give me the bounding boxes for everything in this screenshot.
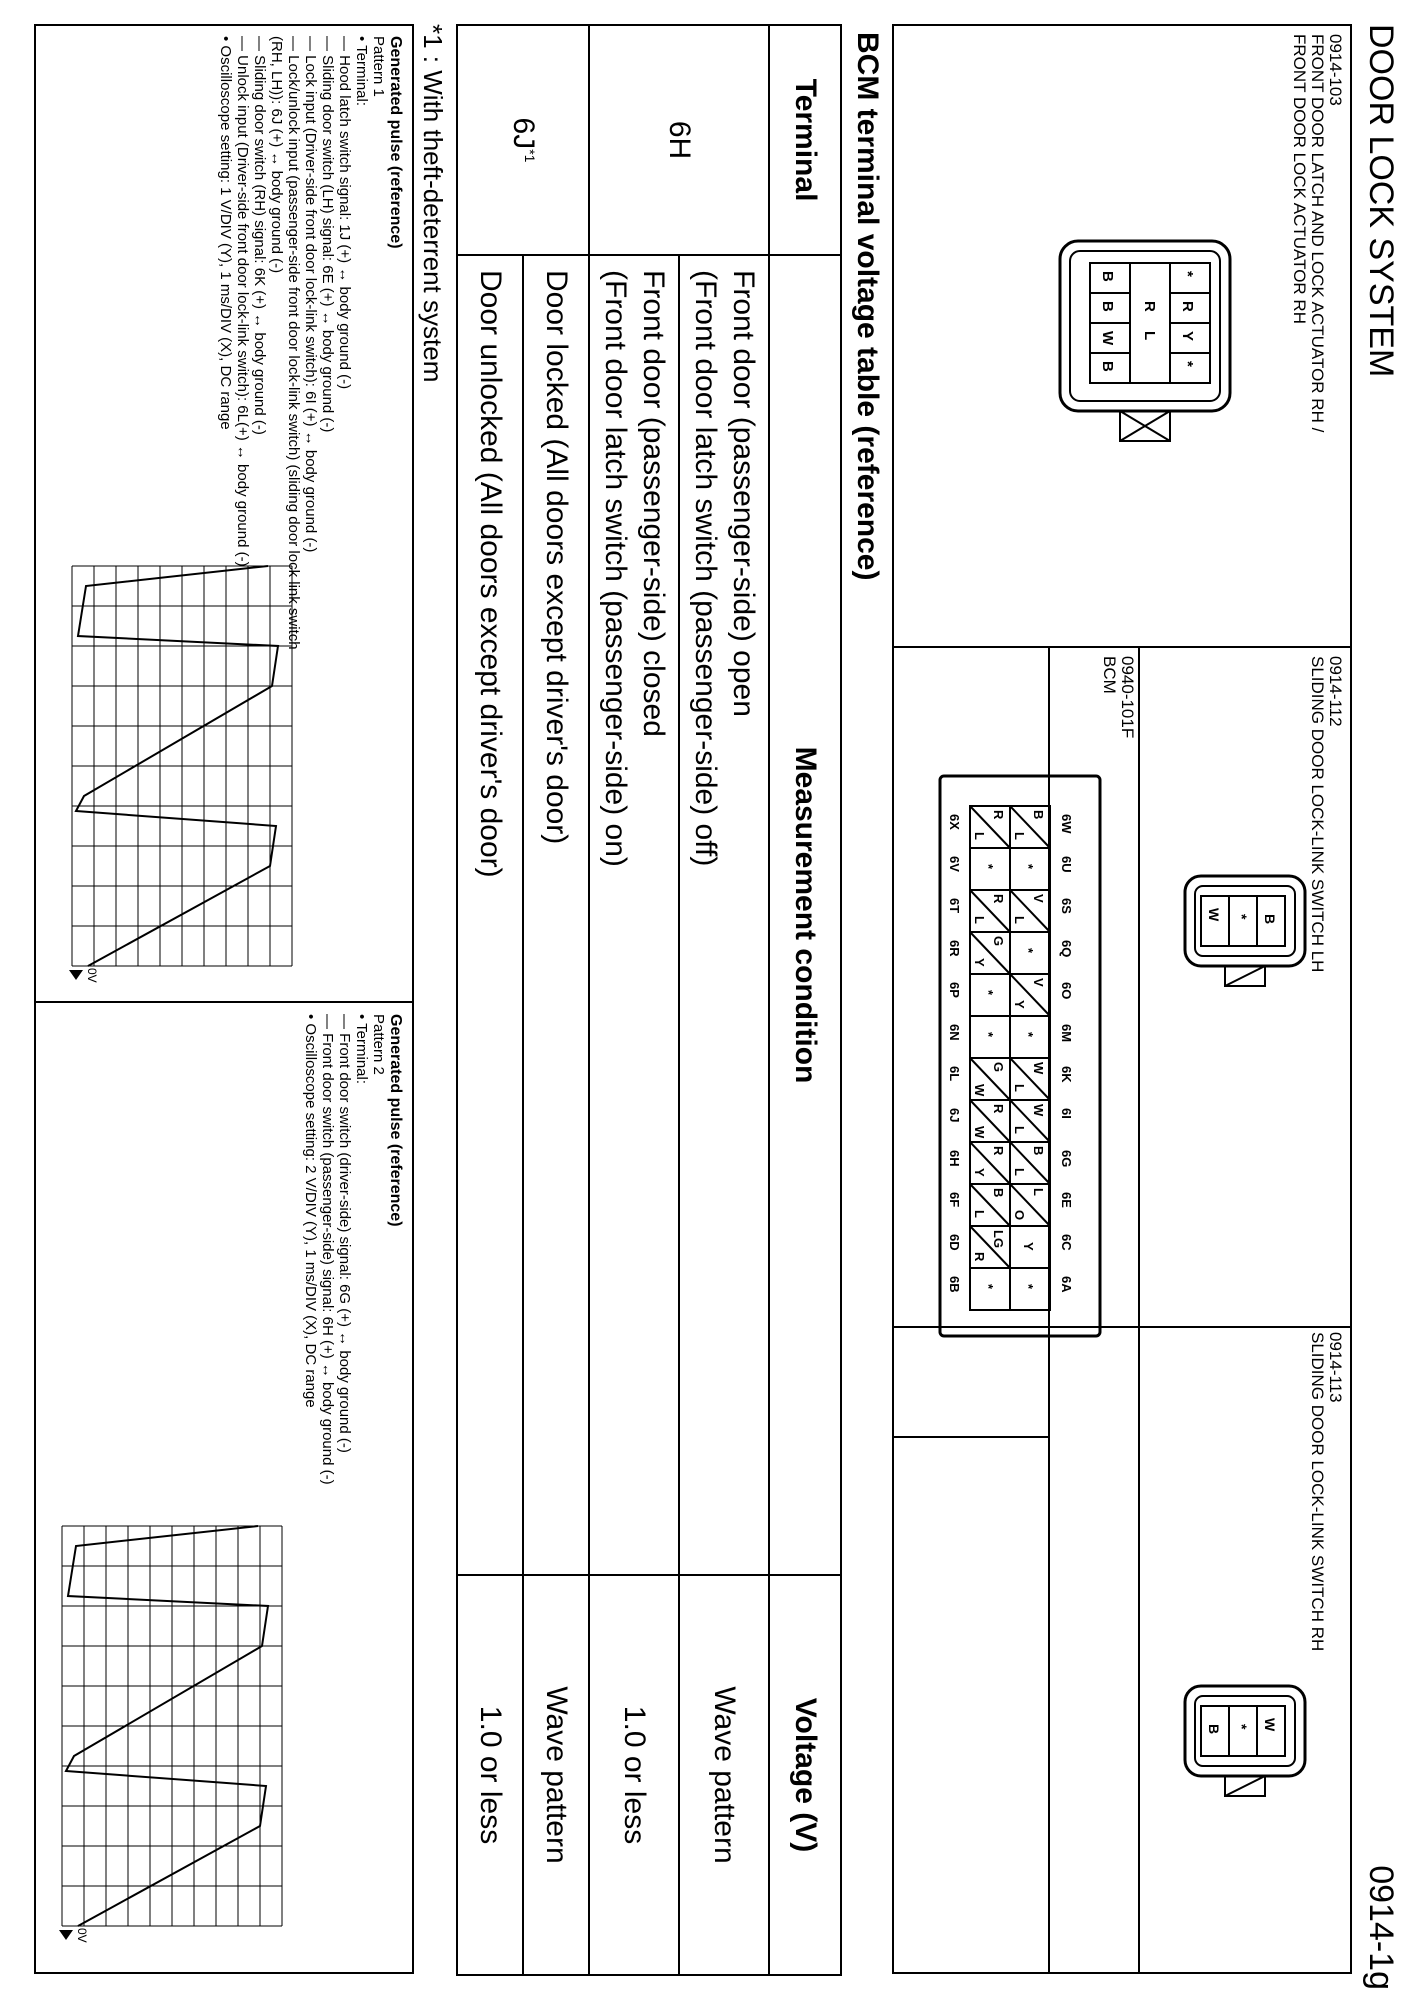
- bcm-pin-label: W: [972, 1126, 987, 1139]
- bcm-pin-number: 6N: [947, 1024, 962, 1041]
- bcm-pin-label: L: [1012, 1126, 1027, 1134]
- divider: [1138, 646, 1140, 1972]
- condition-line: (Front door latch switch (passenger-side) off): [689, 270, 722, 867]
- connector-label-0914-103: [1290, 34, 1344, 432]
- condition-cell: [589, 255, 679, 1575]
- pin-label: B: [1099, 301, 1116, 312]
- condition-line: Front door (passenger-side) closed: [637, 270, 670, 737]
- bcm-pin-label: V: [1031, 978, 1046, 987]
- pulse-title: Generated pulse (reference): [387, 1014, 404, 1227]
- bcm-pin-label: L: [972, 916, 987, 924]
- pulse-line: — Sliding door switch (RH) signal: 6K (+) ↔ body ground (-): [251, 36, 268, 435]
- bcm-pin-label: *: [1021, 864, 1036, 870]
- bcm-pin-label: B: [991, 1188, 1006, 1198]
- terminal-cell: [457, 25, 589, 255]
- bcm-pin-label: O: [1012, 1210, 1027, 1221]
- voltage-cell: Wave pattern: [679, 1575, 769, 1975]
- bcm-pin-number: 6K: [1059, 1066, 1074, 1083]
- bcm-pin-number: 6D: [947, 1234, 962, 1251]
- bcm-pin-number: 6E: [1059, 1192, 1074, 1208]
- divider: [894, 1436, 1050, 1438]
- bcm-pin-number: 6A: [1059, 1276, 1074, 1293]
- generated-pulse-section: [34, 24, 414, 1974]
- connector-bcm-diagram: [900, 766, 1130, 1366]
- bcm-pin-number: 6R: [947, 940, 962, 957]
- bcm-pin-label: L: [1031, 1188, 1046, 1196]
- bcm-pin-label: *: [1021, 1284, 1036, 1290]
- bcm-pin-label: *: [981, 990, 996, 996]
- zero-volt-label: 0V: [75, 1928, 89, 1943]
- pulse-pattern: Pattern 1: [370, 36, 387, 97]
- connector-0914-113-diagram: [1155, 1666, 1315, 1806]
- pin-label: W: [1262, 1718, 1278, 1732]
- bcm-pin-number: 6Q: [1059, 940, 1074, 958]
- table-header-row: [769, 25, 841, 1975]
- bcm-pin-number: 6G: [1059, 1150, 1074, 1168]
- pin-star: *: [1179, 271, 1196, 277]
- bcm-pin-number: 6M: [1059, 1024, 1074, 1043]
- connector-0914-103-diagram: [990, 231, 1240, 461]
- pulse-line: • Oscilloscope setting: 2 V/DIV (Y), 1 ms/DIV (X), DC range: [302, 1014, 319, 1408]
- zero-arrow-icon: [69, 970, 83, 980]
- bcm-pin-number: 6J: [947, 1108, 962, 1123]
- pin-label: W: [1206, 908, 1222, 922]
- connector-frame: [892, 24, 1352, 1974]
- bcm-pin-label: *: [1021, 948, 1036, 954]
- bcm-pin-label: *: [981, 864, 996, 870]
- bcm-pin-number: 6P: [947, 982, 962, 998]
- bcm-pin-number: 6U: [1059, 856, 1074, 873]
- connector-code: 0914-113: [1326, 1332, 1345, 1403]
- bcm-pin-number: 6F: [947, 1192, 962, 1208]
- col-header-terminal: Terminal: [769, 25, 841, 255]
- bcm-pin-label: R: [991, 1146, 1006, 1156]
- pin-label: B: [1099, 361, 1116, 372]
- pulse-pattern: Pattern 2: [370, 1014, 387, 1075]
- connector-code: 0914-112: [1326, 656, 1345, 727]
- divider: [36, 1001, 412, 1003]
- connector-code: 0940-101F: [1118, 656, 1137, 739]
- connector-code: 0914-103: [1326, 34, 1345, 106]
- bcm-pin-label: L: [972, 832, 987, 840]
- pin-label: R: [1179, 301, 1196, 312]
- bcm-table-title: BCM terminal voltage table (reference): [851, 32, 884, 581]
- pulse-pattern-1-scope: [52, 546, 312, 986]
- table-row: [679, 25, 769, 1975]
- bcm-pin-label: B: [1031, 1146, 1046, 1156]
- condition-cell: Door unlocked (All doors except driver's door): [457, 255, 523, 1575]
- bcm-pin-label: W: [1031, 1104, 1046, 1117]
- connector-name: FRONT DOOR LATCH AND LOCK ACTUATOR RH /: [1308, 34, 1327, 433]
- bcm-pin-label: *: [981, 1284, 996, 1290]
- footnote-marker: *1: [522, 149, 538, 163]
- bcm-pin-number: 6X: [947, 814, 962, 830]
- zero-arrow-icon: [59, 1930, 73, 1940]
- bcm-pin-label: L: [972, 1210, 987, 1218]
- pulse-line: • Oscilloscope setting: 1 V/DIV (Y), 1 ms/DIV (X), DC range: [217, 36, 234, 430]
- divider: [894, 646, 1350, 648]
- bcm-pin-label: B: [1031, 810, 1046, 820]
- bcm-pin-number: 6V: [947, 856, 962, 872]
- table-row: [589, 25, 679, 1975]
- bcm-voltage-table: [456, 24, 842, 1976]
- page-title: DOOR LOCK SYSTEM: [1362, 24, 1400, 378]
- condition-cell: Door locked (All doors except driver's door): [523, 255, 589, 1575]
- pulse-line: • Terminal:: [353, 1014, 370, 1084]
- pin-star: *: [1179, 361, 1196, 367]
- condition-line: (Front door latch switch (passenger-side) on): [599, 270, 632, 867]
- connector-label-0914-113: [1308, 1332, 1344, 1651]
- terminal-cell: 6H: [589, 25, 769, 255]
- pin-label: B: [1206, 1724, 1222, 1735]
- bcm-pin-label: G: [991, 1062, 1006, 1073]
- pulse-pattern-2-text: [302, 1014, 404, 1534]
- connector-name: BCM: [1100, 656, 1119, 694]
- bcm-pin-label: R: [972, 1252, 987, 1262]
- bcm-voltage-section: [417, 24, 884, 1974]
- bcm-pin-label: R: [991, 1104, 1006, 1114]
- bcm-pin-number: 6W: [1059, 814, 1074, 834]
- bcm-pin-label: L: [1012, 1168, 1027, 1176]
- bcm-pin-label: W: [1031, 1062, 1046, 1075]
- pulse-line: — Unlock input (Driver-side front door lock-link switch): 6L(+) ↔ body ground (-): [234, 36, 251, 567]
- pulse-title: Generated pulse (reference): [387, 36, 404, 249]
- bcm-pin-label: G: [991, 936, 1006, 947]
- bcm-pin-number: 6H: [947, 1150, 962, 1167]
- pin-star: *: [1234, 1724, 1250, 1730]
- pin-label: R: [1141, 301, 1158, 312]
- pulse-line: — Lock/unlock input (passenger-side front door lock-link switch) (sliding door lock link switch (RH, LH)): 6J (+) ↔ body ground (-): [268, 36, 302, 650]
- connector-0914-112-diagram: [1155, 856, 1315, 996]
- condition-line: Front door (passenger-side) open: [727, 270, 760, 717]
- connector-name: SLIDING DOOR LOCK-LINK SWITCH RH: [1308, 1332, 1327, 1652]
- connector-name: SLIDING DOOR LOCK-LINK SWITCH LH: [1308, 656, 1327, 973]
- col-header-voltage: Voltage (V): [769, 1575, 841, 1975]
- pulse-line: — Front door switch (driver-side) signal: 6G (+) ↔ body ground (-): [336, 1014, 353, 1453]
- pulse-pattern-2-scope: [42, 1506, 302, 1946]
- voltage-cell: 1.0 or less: [457, 1575, 523, 1975]
- zero-volt-label: 0V: [85, 968, 99, 983]
- terminal-value: 6J: [507, 117, 540, 150]
- pin-label: B: [1262, 914, 1278, 925]
- bcm-pin-label: Y: [972, 958, 987, 967]
- col-header-condition: Measurement condition: [769, 255, 841, 1575]
- bcm-pin-number: 6T: [947, 898, 962, 914]
- bcm-pin-label: L: [1012, 1084, 1027, 1092]
- bcm-pin-label: Y: [1021, 1242, 1036, 1251]
- pulse-line: — Sliding door switch (LH) signal: 6E (+) ↔ body ground (-): [319, 36, 336, 433]
- pin-label: B: [1099, 271, 1116, 282]
- bcm-pin-label: W: [972, 1084, 987, 1097]
- bcm-pin-label: L: [1012, 916, 1027, 924]
- bcm-pin-number: 6O: [1059, 982, 1074, 1000]
- bcm-pin-label: V: [1031, 894, 1046, 903]
- footnote: *1 : With theft-deterrent system: [418, 24, 448, 383]
- bcm-pin-number: 6I: [1059, 1108, 1074, 1119]
- connector-label-0940-101f: [1100, 656, 1136, 738]
- pin-label: L: [1141, 331, 1158, 341]
- connector-name: FRONT DOOR LOCK ACTUATOR RH: [1290, 34, 1309, 324]
- bcm-pin-label: Y: [1012, 1000, 1027, 1009]
- bcm-pin-number: 6S: [1059, 898, 1074, 914]
- bcm-pin-label: R: [991, 894, 1006, 904]
- bcm-pin-number: 6L: [947, 1066, 962, 1082]
- bcm-pin-number: 6B: [947, 1276, 962, 1293]
- voltage-cell: Wave pattern: [523, 1575, 589, 1975]
- bcm-pin-label: R: [991, 810, 1006, 820]
- pulse-line: — Lock input (Driver-side front door lock-link switch): 6I (+) ↔ body ground (-): [302, 36, 319, 553]
- bcm-pin-label: *: [1021, 1032, 1036, 1038]
- pin-label: Y: [1179, 331, 1196, 342]
- condition-cell: [679, 255, 769, 1575]
- pulse-line: • Terminal:: [353, 36, 370, 106]
- bcm-pin-label: *: [981, 1032, 996, 1038]
- table-row: [457, 25, 523, 1975]
- bcm-pin-number: 6C: [1059, 1234, 1074, 1251]
- pulse-line: — Hood latch switch signal: 1J (+) ↔ body ground (-): [336, 36, 353, 390]
- table-row: [523, 25, 589, 1975]
- pin-label: W: [1099, 331, 1116, 346]
- pin-star: *: [1234, 914, 1250, 920]
- voltage-cell: 1.0 or less: [589, 1575, 679, 1975]
- page-code: 0914-1g: [1362, 1865, 1400, 1990]
- bcm-pin-label: LG: [991, 1230, 1006, 1249]
- bcm-pin-label: L: [1012, 832, 1027, 840]
- pulse-line: — Front door switch (passenger-side) signal: 6H (+) ↔ body ground (-): [319, 1014, 336, 1485]
- bcm-pin-label: Y: [972, 1168, 987, 1177]
